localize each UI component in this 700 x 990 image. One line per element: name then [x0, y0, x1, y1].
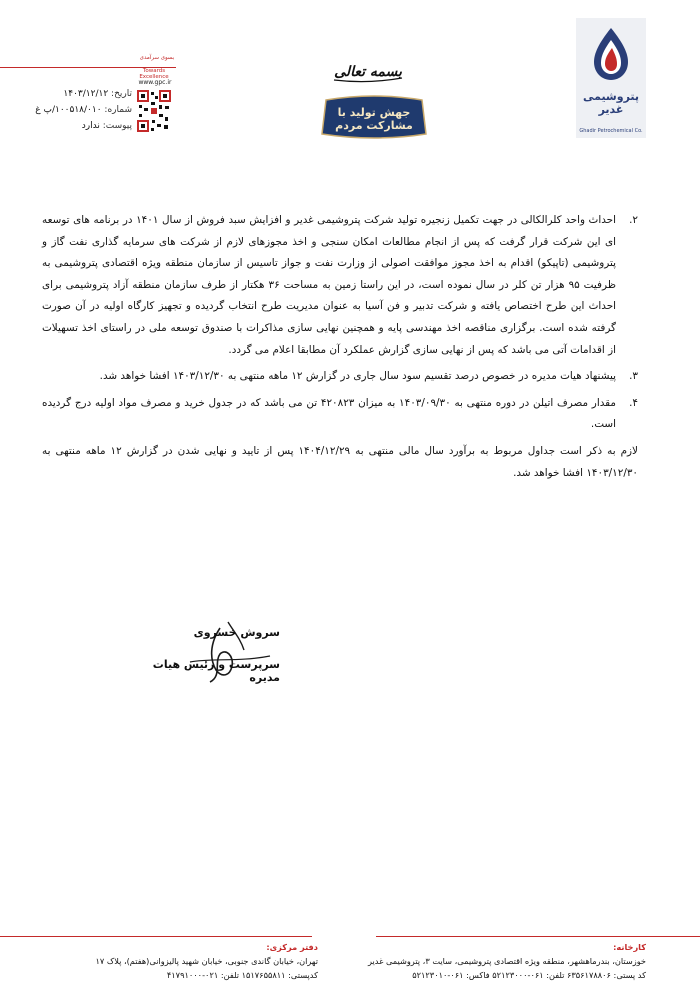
- item-number: ۳.: [629, 370, 638, 383]
- item-number: ۲.: [629, 214, 638, 226]
- factory-address: خوزستان، بندرماهشهر، منطقه ویژه اقتصادی پتروشیمی، سایت ۳، پتروشیمی غدیر: [367, 956, 646, 966]
- company-name: پتروشیمی غدیر: [582, 90, 640, 116]
- footer-divider-right: [376, 936, 700, 937]
- factory-contact: کد پستی: ۶۳۵۶۱۷۸۸۰۶ تلفن: ۰۶۱-۵۲۱۲۳۰۰۰ فاکس: ۰۶۱-۵۲۱۲۳۰۱۰: [412, 970, 646, 980]
- letter-body: [42, 210, 638, 484]
- footer-divider-left: [0, 936, 312, 937]
- attachment-value: ندارد: [81, 121, 100, 131]
- website-text: www.gpc.ir: [138, 79, 172, 86]
- list-item: [42, 393, 638, 436]
- company-logo: [576, 18, 646, 138]
- closing-note: لازم به ذکر است جداول مربوط به برآورد سال مالی منتهی به ۱۴۰۴/۱۲/۲۹ پس از تایید و نهایی شدن در گزارش ۱۲ ماهه منتهی به ۱۴۰۳/۱۲/۳۰ افشا خواهد شد.: [42, 444, 638, 479]
- company-name-en: Ghadir Petrochemical Co.: [579, 128, 643, 134]
- excellence-mark: بسوی سرآمدی: [139, 55, 175, 61]
- flame-drop-icon: [588, 26, 634, 82]
- attachment-label: پیوست:: [102, 121, 132, 131]
- item-number: ۴.: [629, 396, 638, 409]
- letter-meta: [10, 86, 132, 134]
- bismillah-text: بسمه تعالی: [334, 64, 402, 80]
- excellence-mark-en: Towards Excellence: [139, 68, 169, 80]
- date-row: [10, 86, 132, 102]
- item-text: مقدار مصرف اتیلن در دوره منتهی به ۱۴۰۳/۰۹/۳۰ به میزان ۴۲۰۸۲۳ تن می باشد که در جدول خرید و مصرف مواد اولیه درج گردیده است.: [42, 396, 616, 431]
- factory-address-block: [330, 940, 646, 982]
- slogan-text: جهش تولید با مشارکت مردم: [335, 106, 413, 132]
- date-value: ۱۴۰۳/۱۲/۱۲: [63, 89, 109, 99]
- item-text: پیشنهاد هیات مدیره در خصوص درصد تقسیم سود سال جاری در گزارش ۱۲ ماهه منتهی به ۱۴۰۳/۱۲/۳۰ افشا خواهد شد.: [99, 370, 616, 383]
- signature-block: [150, 618, 280, 688]
- list-item: [42, 366, 638, 388]
- office-heading: دفتر مرکزی:: [266, 942, 318, 952]
- date-label: تاریخ:: [111, 89, 132, 99]
- number-value: ۱۰۰۵۱۸/۰۱۰/پ غ: [35, 105, 102, 115]
- qr-code-icon: [137, 84, 171, 132]
- attachment-row: [10, 118, 132, 134]
- number-row: [10, 102, 132, 118]
- bismillah-calligraphy: [328, 56, 408, 84]
- office-address: تهران، خیابان گاندی جنوبی، خیابان شهید پالیزوانی(هفتم)، پلاک ۱۷: [95, 956, 318, 966]
- signatory-title: سرپرست و رئیس هیات مدیره: [152, 658, 280, 684]
- office-address-block: [60, 940, 318, 982]
- office-contact: کدپستی: ۱۵۱۷۶۵۵۸۱۱ تلفن: ۰۲۱-۴۱۷۹۱۰۰۰: [166, 970, 318, 980]
- list-item: [42, 210, 638, 361]
- item-text: احداث واحد کلرالکالی در جهت تکمیل زنجیره تولید شرکت پتروشیمی غدیر و افزایش سبد فروش از سال ۱۴۰۱ در برنامه های توسعه ای این شرکت قرار گرفت که پس از انجام مطالعات امکان سنجی و اخذ مجوزهای لازم از شرکت های سرمایه گذاری نفت گاز و پتروشیمی (تاپیکو) اقدام به اخذ مجوز موافقت اصولی از وزارت نفت و جواز تاسیس از سازمان منطقه ویژه اقتصادی پتروشیمی به ظرفیت ۹۵ هزار تن کلر در سال نموده است، در این راستا زمین به مساحت ۳۶ هکتار از طرف سازمان منطقه آزاد پتروشیمی برای احداث این طرح اختصاص یافته و شرکت تدبیر و فن آسیا به عنوان مدیریت طرح انتخاب گردیده و تجهیز کارگاه اولیه در آن صورت گرفته شده است. برگزاری مناقصه اخذ مهندسی پایه و همچنین نهایی سازی مذاکرات با صندوق توسعه ملی در راستای اخذ تسهیلات از اقدامات آتی می باشد که پس از نهایی سازی گزارش عملکرد آن مطابقا اعلام می گردد.: [42, 214, 616, 356]
- factory-heading: کارخانه:: [613, 942, 646, 952]
- signatory-name: سروش خسروی: [193, 626, 280, 639]
- number-label: شماره:: [104, 105, 132, 115]
